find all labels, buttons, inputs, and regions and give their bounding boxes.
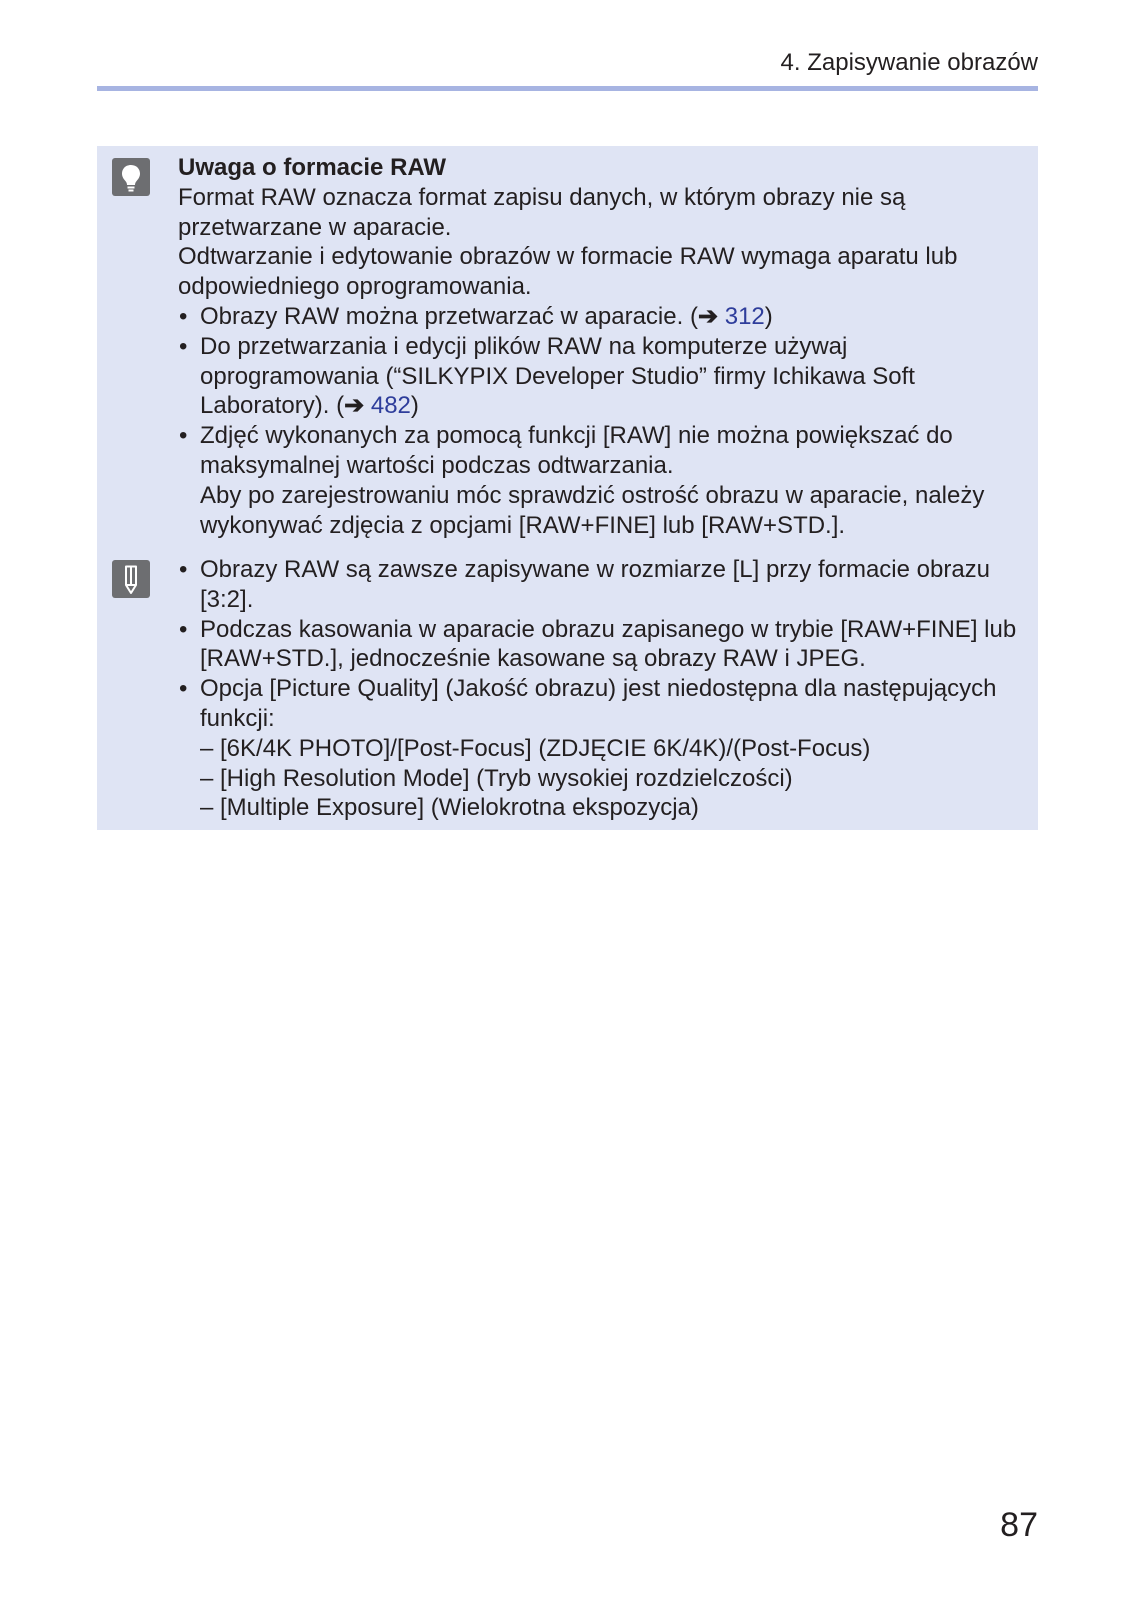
bullet-item: • Opcja [Picture Quality] (Jakość obrazu) jest niedostępna dla następujących funkcji: [178, 674, 1028, 734]
memo-notes [178, 555, 1028, 823]
note-title: Uwaga o formacie RAW [178, 154, 447, 181]
page-number: 87 [1000, 1506, 1038, 1544]
bullet-continuation: Aby po zarejestrowaniu móc sprawdzić ostrość obrazu w aparacie, należy wykonywać zdjęcia z opcjami [RAW+FINE] lub [RAW+STD.]. [200, 481, 985, 539]
bullet-item: • Obrazy RAW są zawsze zapisywane w rozmiarze [L] przy formacie obrazu [3:2]. [178, 555, 1028, 615]
chapter-title: 4. Zapisywanie obrazów [780, 49, 1038, 76]
bullet-item [178, 302, 1028, 332]
note-paragraph: Format RAW oznacza format zapisu danych, w którym obrazy nie są przetwarzane w aparacie. [178, 183, 906, 241]
arrow-right-icon: ➔ [344, 392, 365, 420]
bullet-text: • Zdjęć wykonanych za pomocą funkcji [RAW] nie można powiększać do maksymalnej wartości podczas odtwarzania. [200, 422, 953, 479]
note-paragraph: Odtwarzanie i edytowanie obrazów w formacie RAW wymaga aparatu lub odpowiedniego oprogramowania. [178, 243, 958, 301]
header-divider [97, 86, 1038, 91]
page-reference-link[interactable]: 312 [724, 302, 765, 330]
function-list-item: – [High Resolution Mode] (Tryb wysokiej rozdzielczości) [200, 764, 793, 792]
bullet-text-end: ) [764, 302, 773, 330]
bullet-text-end: ) [410, 392, 419, 420]
bullet-item: • Podczas kasowania w aparacie obrazu zapisanego w trybie [RAW+FINE] lub [RAW+STD.], jednocześnie kasowane są obrazy RAW i JPEG. [178, 615, 1028, 675]
bullet-item [178, 332, 1028, 421]
bullet-text: Obrazy RAW można przetwarzać w aparacie. ( [200, 302, 698, 330]
bullet-text: Do przetwarzania i edycji plików RAW na komputerze używaj oprogramowania (“SILKYPIX Developer Studio” firmy Ichikawa Soft Laboratory). ( [200, 332, 915, 420]
raw-format-note [178, 153, 1028, 540]
bullet-item [178, 421, 1028, 540]
pencil-icon [112, 560, 150, 598]
function-list-item: – [Multiple Exposure] (Wielokrotna ekspozycja) [200, 794, 699, 822]
arrow-right-icon: ➔ [697, 302, 719, 330]
function-list-item: – [6K/4K PHOTO]/[Post-Focus] (ZDJĘCIE 6K/4K)/(Post-Focus) [200, 734, 871, 762]
lightbulb-icon [112, 158, 150, 196]
page-reference-link[interactable]: 482 [370, 392, 411, 420]
